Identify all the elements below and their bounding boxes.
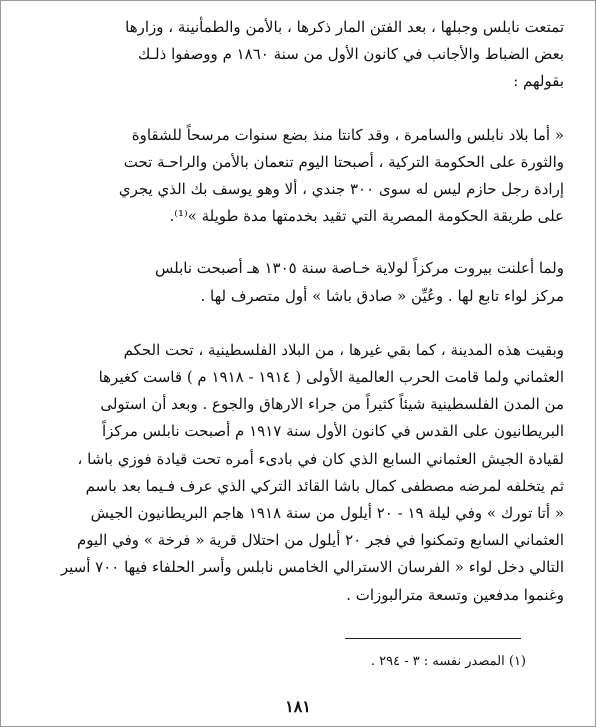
text-line: تمتعت نابلس وجبلها ، بعد الفتن المار ذكرها ، بالأمن والطمأنينة ، وزارها [125, 18, 564, 36]
paragraph-3 [32, 255, 564, 309]
paragraph-gap [32, 230, 564, 255]
text-line: من المدن الفلسطينية شيئاً كثيراً من جراء الارهاق والجوع . وبعد أن استولى [100, 395, 564, 414]
text-line: مركز لواء تابع لها . وعُيِّن « صادق باشا » أول متصرف لها . [200, 286, 564, 305]
text-line: والثورة على الحكومة التركية ، أصبحتا اليوم تنعمان بالأمن والراحـة تحت [123, 152, 564, 171]
text-line: البريطانيون على القدس في كانون الأول سنة ١٩١٧ م أصبحت نابلس مركزاً [101, 422, 564, 441]
text-line: بعض الضباط والأجانب في كانون الأول من سنة ١٨٦٠ م ووصفوا ذلـك [138, 45, 564, 64]
footnote: (١) المصدر نفسه : ٣ - ٢٩٤ . [370, 654, 526, 669]
text-line: وبقيت هذه المدينة ، كما بقي غيرها ، من البلاد الفلسطينية ، تحت الحكم [123, 340, 564, 359]
text-line: العثماني ولما قامت الحرب العالمية الأولى ( ١٩١٤ - ١٩١٨ م ) قاست كغيرها [98, 368, 564, 387]
text-line: لقيادة الجيش العثماني السابع الذي كان في بادىء أمره تحت قيادة فوزي باشا ، [77, 449, 564, 468]
text-line: « أما بلاد نابلس والسامرة ، وقد كانتا منذ بضع سنوات مرسحاً للشقاوة [131, 125, 564, 144]
text-line: التالي دخل لواء « الفرسان الاسترالي الخامس نابلس وأسر الحلفاء فيها ٧٠٠ أسير [60, 558, 564, 577]
text-line: ولما أعلنت بيروت مركزاً لولاية خـاصة سنة ١٣٠٥ هـ أصبحت نابلس [155, 259, 564, 278]
text-line: على طريقة الحكومة المصرية التي تقيد بخدمتها مدة طويلة »⁽¹⁾. [169, 207, 564, 226]
paragraph-gap [32, 96, 564, 122]
paragraph-2-quote [32, 122, 564, 231]
paragraph-4 [32, 337, 564, 609]
paragraph-1 [32, 14, 564, 96]
document-body [32, 14, 564, 609]
text-line: ثم يتخلفه لمرضه مصطفى كمال باشا القائد التركي الذي عرف فـيما بعد باسم [85, 476, 564, 495]
text-line: بقولهم : [513, 72, 564, 91]
text-line: وغنموا مدفعين وتسعة مترالبوزات . [346, 585, 564, 604]
footnote-divider [345, 638, 521, 639]
page-number: ١٨١ [285, 697, 311, 716]
text-line: العثماني السابع وتمكنوا في فجر ٢٠ أيلول من احتلال قرية « فرخة » وفي اليوم [77, 531, 564, 550]
paragraph-gap [32, 310, 564, 337]
text-line: إرادة رجل حازم ليس له سوى ٣٠٠ جندي ، ألا وهو يوسف بك الذي يجري [118, 180, 564, 199]
text-line: « أتا تورك » وفي ليلة ١٩ - ٢٠ أيلول من سنة ١٩١٨ هاجم البريطانيون الجيش [90, 504, 564, 523]
